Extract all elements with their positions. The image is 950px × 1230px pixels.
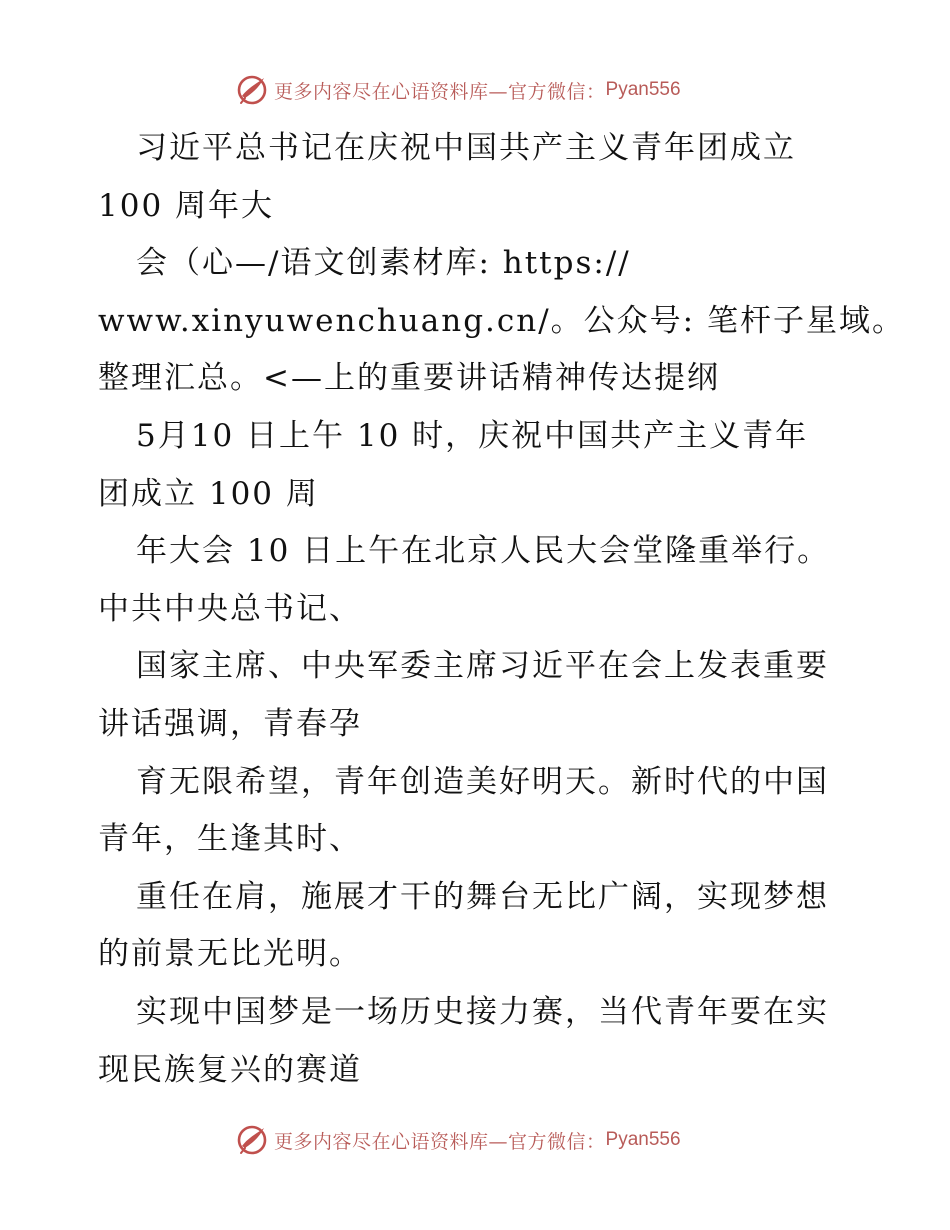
quill-logo-icon (236, 74, 268, 106)
body-line: 育无限希望，青年创造美好明天。新时代的中国 (136, 763, 829, 800)
body-line: 5月10 日上午 10 时，庆祝中国共产主义青年 (136, 417, 809, 454)
body-line: 习近平总书记在庆祝中国共产主义青年团成立 (136, 130, 796, 166)
watermark-wechat-id: Pyan556 (605, 1129, 681, 1150)
footer-watermark (236, 1123, 681, 1157)
body-line: 国家主席、中央军委主席习近平在会上发表重要 (136, 648, 829, 685)
body-line: www.xinyuwenchuang.cn/。公众号: 笔杆子星域。 (98, 302, 905, 339)
body-line: 重任在肩，施展才干的舞台无比广阔，实现梦想 (136, 878, 829, 915)
body-line: 年大会 10 日上午在北京人民大会堂隆重举行。 (136, 533, 831, 570)
body-line: 实现中国梦是一场历史接力赛，当代青年要在实 (136, 993, 829, 1030)
watermark-text: 更多内容尽在心语资料库—官方微信： (274, 1130, 606, 1153)
body-line: 100 周年大 (98, 187, 275, 224)
header-watermark (236, 73, 681, 107)
quill-logo-icon (236, 1124, 268, 1156)
body-line: 现民族复兴的赛道 (98, 1051, 362, 1088)
body-line: 会（心—/语文创素材库: https:// (136, 245, 631, 282)
document-body (98, 120, 905, 1099)
body-line: 团成立 100 周 (98, 475, 319, 512)
watermark-wechat-id: Pyan556 (605, 79, 681, 100)
watermark-text: 更多内容尽在心语资料库—官方微信： (274, 80, 606, 103)
body-line: 讲话强调，青春孕 (98, 705, 362, 742)
body-line: 整理汇总。<—上的重要讲话精神传达提纲 (98, 360, 720, 397)
body-line: 中共中央总书记、 (98, 590, 362, 627)
body-line: 的前景无比光明。 (98, 936, 362, 973)
body-line: 青年，生逢其时、 (98, 821, 362, 858)
